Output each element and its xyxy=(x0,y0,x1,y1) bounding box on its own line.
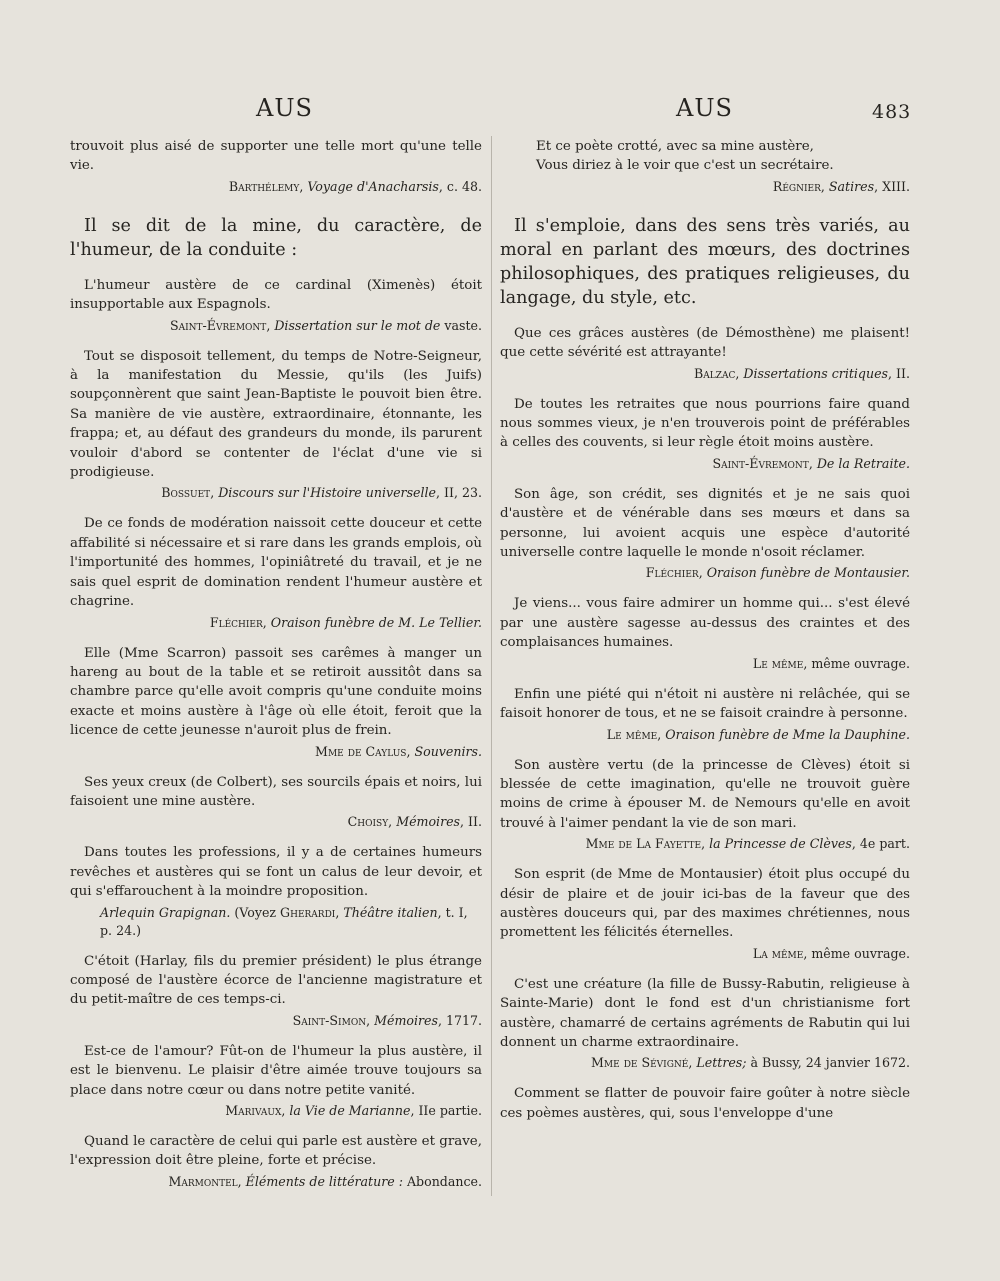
citation-ref: , t. I, p. 24.) xyxy=(100,904,468,938)
entry xyxy=(70,1042,482,1120)
quote-text: Ses yeux creux (de Colbert), ses sourcils épais et noirs, lui faisoient une mine austère. xyxy=(70,774,482,809)
citation-ref: Abondance. xyxy=(402,1173,482,1189)
quote-text: Comment se flatter de pouvoir faire goûter à notre siècle ces poèmes austères, qui, sous l'enveloppe d'une xyxy=(500,1086,910,1121)
quote-text: Tout se disposoit tellement, du temps de Notre-Seigneur, à la manifestation du Messie, qu'ils (les Juifs) soupçonnèrent que saint Jean-Baptiste le pouvoit bien être. Sa manière de vie austère, extraordinaire, étonnante, les frappa; et, au défaut des grandeurs du monde, ils parurent vouloir d'abord se contenter de l'éclat d'une vie si prodigieuse. xyxy=(70,348,482,481)
citation: Le même, Oraison funèbre de Mme la Dauphine. xyxy=(606,726,910,742)
citation-ref: , II. xyxy=(460,814,482,830)
entry xyxy=(500,594,910,672)
quote-text: Que ces grâces austères (de Démosthène) me plaisent! que cette sévérité est attrayante! xyxy=(500,325,910,361)
section-heading: Il se dit de la mine, du caractère, de l'humeur, de la conduite : xyxy=(70,215,482,260)
entry xyxy=(500,975,910,1073)
quote-text: trouvoit plus aisé de supporter une telle mort qu'une telle vie. xyxy=(70,139,482,174)
entry xyxy=(500,865,910,963)
citation-work: Dissertation sur le mot de xyxy=(274,317,441,333)
citation-work: Souvenirs. xyxy=(414,743,482,759)
quote-text: Quand le caractère de celui qui parle est austère et grave, l'expression doit être pleine, forte et précise. xyxy=(70,1134,482,1169)
citation: Bossuet, Discours sur l'Histoire universelle, II, 23. xyxy=(161,485,482,501)
citation-ref: , 1717. xyxy=(437,1012,482,1028)
citation-author: Mme de Sévigné xyxy=(591,1055,689,1071)
citation-ref: , XIII. xyxy=(874,178,910,194)
entry xyxy=(70,347,482,503)
entry xyxy=(70,276,482,335)
citation: Marmontel, Éléments de littérature : Abondance. xyxy=(168,1173,482,1189)
citation-author: Mme de La Fayette xyxy=(585,836,702,852)
citation: Choisy, Mémoires, II. xyxy=(347,814,482,830)
quote-text: L'humeur austère de ce cardinal (Ximenès) étoit insupportable aux Espagnols. xyxy=(70,277,482,313)
citation xyxy=(500,655,910,673)
quote-text: C'est une créature (la fille de Bussy-Rabutin, religieuse à Sainte-Marie) dont le fond est d'un christianisme fort austère, chamarré de certains agréments de Rabutin qui lui donnent un charme extraordinaire. xyxy=(500,976,910,1050)
entry xyxy=(70,644,482,761)
citation-work: Arlequin Grapignan. xyxy=(100,904,231,920)
citation-author: Régnier xyxy=(772,178,821,194)
citation-work: Dissertations critiques xyxy=(743,365,889,381)
citation-author: Saint-Évremont xyxy=(169,317,267,333)
citation-work: Voyage d'Anacharsis xyxy=(307,178,439,194)
running-head-right: AUS xyxy=(676,94,733,122)
entry xyxy=(70,773,482,832)
quote-text: Son esprit (de Mme de Montausier) étoit plus occupé du désir de plaire et de jouir ici-bas de la faveur que des austères douceurs qui, par des maximes chrétiennes, nous promettent les félicités éternelles. xyxy=(500,867,910,941)
entry xyxy=(500,485,910,583)
citation: Saint-Évremont, Dissertation sur le mot de vaste. xyxy=(169,317,482,333)
citation: Mme de Caylus, Souvenirs. xyxy=(315,743,482,759)
citation-rest: , même ouvrage. xyxy=(803,945,910,961)
right-column xyxy=(500,137,910,1135)
citation-ref: , 4e part. xyxy=(851,836,910,852)
citation-ref: à Bussy, 24 janvier 1672. xyxy=(746,1055,910,1071)
entry xyxy=(500,395,910,473)
citation-work-2: Théâtre italien xyxy=(343,904,438,920)
citation-ref: , IIe partie. xyxy=(410,1103,482,1118)
citation-author: Saint-Simon xyxy=(292,1012,367,1028)
citation-author: Barthélemy xyxy=(228,178,300,194)
citation: Fléchier, Oraison funèbre de M. Le Tellier. xyxy=(209,614,482,630)
citation-author: Balzac xyxy=(694,365,736,381)
entry xyxy=(70,514,482,631)
entry xyxy=(70,952,482,1030)
citation-work: De la Retraite. xyxy=(816,455,910,471)
citation-work: la Princesse de Clèves xyxy=(709,836,852,852)
verse-line: Et ce poète crotté, avec sa mine austère, xyxy=(536,139,814,154)
citation-author: Bossuet xyxy=(161,485,211,501)
verse-line: Vous diriez à le voir que c'est un secrétaire. xyxy=(536,158,834,174)
citation: Saint-Simon, Mémoires, 1717. xyxy=(292,1012,482,1028)
entry xyxy=(500,324,910,383)
citation-author: Le même xyxy=(606,726,658,742)
citation-author: Marivaux xyxy=(225,1103,282,1118)
citation-author: Gherardi xyxy=(280,904,336,920)
citation-work: Satires xyxy=(828,178,875,194)
quote-text: Enfin une piété qui n'étoit ni austère ni relâchée, qui se faisoit honorer de tous, et ne se faisoit craindre à personne. xyxy=(500,686,910,722)
citation-work: Oraison funèbre de Montausier. xyxy=(706,565,910,581)
entry xyxy=(70,843,482,939)
citation-author: La même xyxy=(752,945,804,961)
column-divider xyxy=(491,136,492,1196)
quote-text: Dans toutes les professions, il y a de certaines humeurs revêches et austères qui se font un calus de leur devoir, et qui s'effarouchent à la moindre proposition. xyxy=(70,845,482,900)
citation-author: Le même xyxy=(752,655,804,671)
citation: Marivaux, la Vie de Marianne, IIe partie. xyxy=(225,1103,482,1118)
entry xyxy=(500,756,910,854)
citation: Fléchier, Oraison funèbre de Montausier. xyxy=(645,565,910,581)
citation xyxy=(500,945,910,963)
citation-author: Choisy xyxy=(347,814,389,830)
citation-work: Discours sur l'Histoire universelle xyxy=(218,485,436,501)
citation-ref: , II, 23. xyxy=(436,485,482,501)
entry xyxy=(70,1132,482,1191)
citation-ref: vaste. xyxy=(440,317,482,333)
citation-work: Éléments de littérature : xyxy=(245,1173,403,1189)
citation: Mme de La Fayette, la Princesse de Clèves, 4e part. xyxy=(585,836,910,852)
quote-text: Elle (Mme Scarron) passoit ses carêmes à manger un hareng au bout de la table et se retiroit aussitôt dans sa chambre parce qu'elle avoit compris qu'une conduite moins exacte et moins austère à l'âge où elle étoit, feroit que la licence de cette jeunesse n'auroit plus de frein. xyxy=(70,645,482,739)
citation: Mme de Sévigné, Lettres; à Bussy, 24 janvier 1672. xyxy=(591,1055,910,1071)
page-number: 483 xyxy=(872,101,912,123)
quote-text: De toutes les retraites que nous pourrions faire quand nous sommes vieux, je n'en trouverois point de préférables à celles des couvents, si leur règle étoit moins austère. xyxy=(500,396,910,451)
citation-work: la Vie de Marianne xyxy=(289,1103,411,1118)
citation-work: Mémoires xyxy=(374,1012,438,1028)
citation-work: Lettres; xyxy=(696,1055,747,1071)
citation: Barthélemy, Voyage d'Anacharsis, c. 48. xyxy=(228,178,482,194)
citation-author: Marmontel xyxy=(168,1173,238,1189)
citation-work: Oraison funèbre de M. Le Tellier. xyxy=(270,614,482,630)
quote-text: De ce fonds de modération naissoit cette douceur et cette affabilité si nécessaire et si rare dans les grands emplois, où l'importunité des hommes, l'opiniâtreté du travail, et je ne sais quel esprit de domination rendent l'humeur austère et chagrine. xyxy=(70,516,482,610)
entry xyxy=(70,137,482,196)
citation: Régnier, Satires, XIII. xyxy=(772,178,910,194)
citation-work: Oraison funèbre de Mme la Dauphine. xyxy=(665,726,910,742)
citation-ref: , c. 48. xyxy=(438,178,482,194)
quote-text: Son âge, son crédit, ses dignités et je ne sais quoi d'austère et de vénérable dans ses mœurs et dans sa personne, lui avoient acquis une espèce d'autorité universelle contre laquelle le monde n'osoit réclamer. xyxy=(500,486,910,561)
citation-author: Saint-Évremont xyxy=(712,455,809,471)
quote-text: Est-ce de l'amour? Fût-on de l'humeur la plus austère, il est le bienvenu. Le plaisir d'être aimée trouve toujours sa place dans notre cœur ou dans notre petite vanité. xyxy=(70,1043,482,1098)
citation: Balzac, Dissertations critiques, II. xyxy=(694,365,910,381)
citation-author: Fléchier xyxy=(209,614,263,630)
citation-rest: , même ouvrage. xyxy=(803,655,910,671)
entry xyxy=(500,1084,910,1123)
left-column xyxy=(70,137,482,1203)
entry xyxy=(500,685,910,744)
section-heading: Il s'emploie, dans des sens très variés, au moral en parlant des mœurs, des doctrines philosophiques, des pratiques religieuses, du langage, du style, etc. xyxy=(500,215,910,308)
citation-author: Fléchier xyxy=(645,565,699,581)
citation-author: Mme de Caylus xyxy=(315,743,407,759)
running-head-left: AUS xyxy=(256,94,313,122)
citation-work: Mémoires xyxy=(396,814,461,830)
citation-mid: (Voyez xyxy=(230,904,281,920)
citation: Arlequin Grapignan. (Voyez Gherardi, Théâtre italien, t. I, p. 24.) xyxy=(100,904,468,938)
quote-text: Je viens... vous faire admirer un homme qui... s'est élevé par une austère sagesse au-dessus des craintes et des complaisances humaines. xyxy=(500,596,910,651)
citation-ref: , II. xyxy=(888,365,910,381)
citation: Saint-Évremont, De la Retraite. xyxy=(712,455,910,471)
quote-text: C'étoit (Harlay, fils du premier président) le plus étrange composé de l'austère écorce de l'ancienne magistrature et du petit-maître de ces temps-ci. xyxy=(70,953,482,1008)
quote-text: Son austère vertu (de la princesse de Clèves) étoit si blessée de cette imagination, qu'elle ne trouvoit guère moins de crime à épouser M. de Nemours qu'elle en avoit trouvé à l'aimer pendant la vie de son mari. xyxy=(500,757,910,831)
entry xyxy=(500,137,910,196)
